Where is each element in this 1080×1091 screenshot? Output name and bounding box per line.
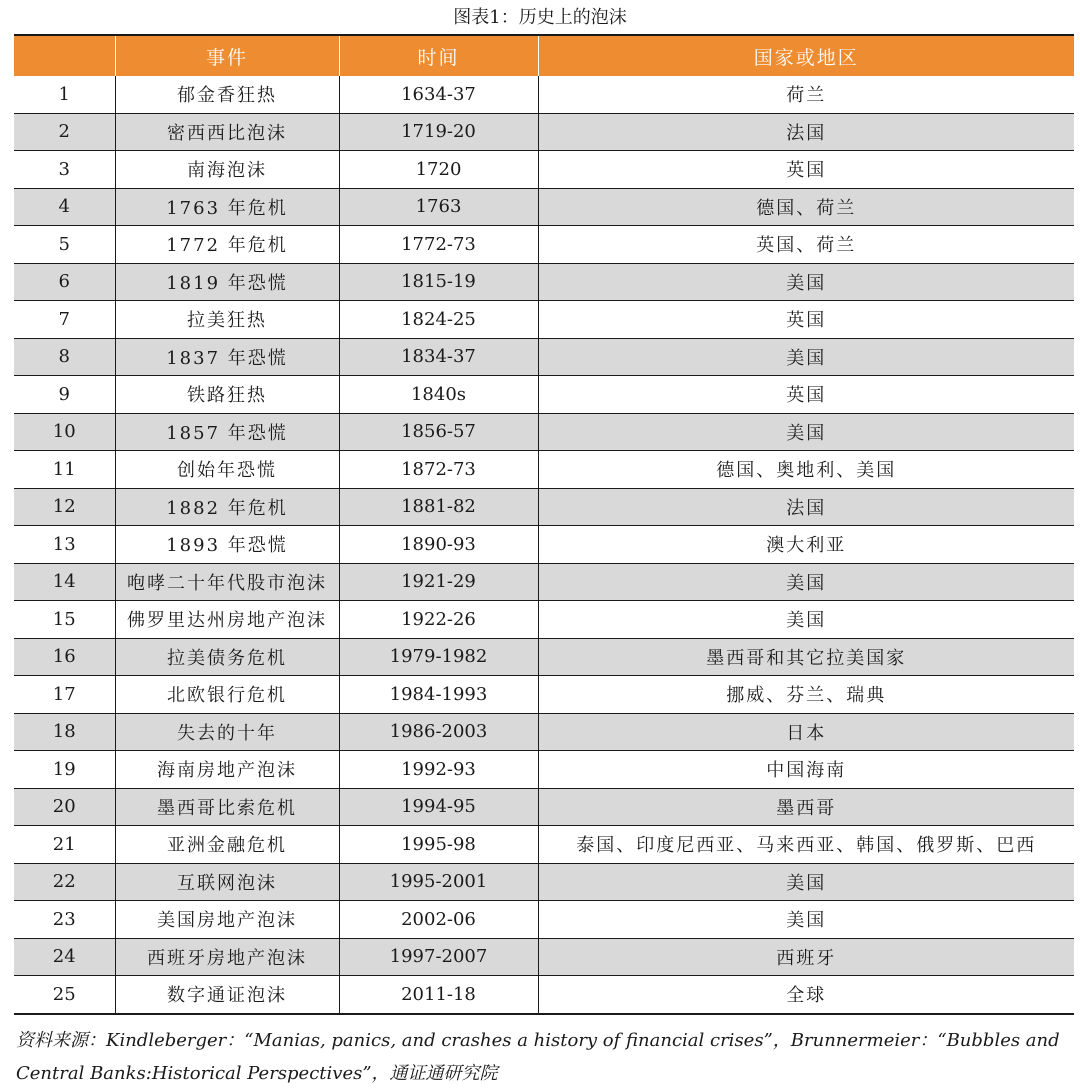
table-row bbox=[14, 788, 1074, 826]
time-cell: 1856-57 bbox=[339, 413, 538, 451]
time-cell: 1881-82 bbox=[339, 488, 538, 526]
row-number: 8 bbox=[14, 338, 115, 376]
region-cell: 英国、荷兰 bbox=[538, 226, 1074, 264]
region-cell: 法国 bbox=[538, 488, 1074, 526]
table-row bbox=[14, 826, 1074, 864]
region-cell: 澳大利亚 bbox=[538, 526, 1074, 564]
time-cell: 1922-26 bbox=[339, 601, 538, 639]
header-row bbox=[14, 35, 1074, 76]
time-cell: 1834-37 bbox=[339, 338, 538, 376]
event-cell: 1819 年恐慌 bbox=[115, 263, 339, 301]
event-cell: 1882 年危机 bbox=[115, 488, 339, 526]
table-row bbox=[14, 226, 1074, 264]
time-cell: 1995-2001 bbox=[339, 863, 538, 901]
region-cell: 英国 bbox=[538, 151, 1074, 189]
time-cell: 2011-18 bbox=[339, 976, 538, 1014]
event-cell: 南海泡沫 bbox=[115, 151, 339, 189]
row-number: 2 bbox=[14, 113, 115, 151]
event-cell: 美国房地产泡沫 bbox=[115, 901, 339, 939]
bubbles-table bbox=[14, 34, 1074, 1015]
table-row bbox=[14, 563, 1074, 601]
table-row bbox=[14, 938, 1074, 976]
table-row bbox=[14, 638, 1074, 676]
table-row bbox=[14, 976, 1074, 1014]
event-cell: 郁金香狂热 bbox=[115, 76, 339, 113]
time-cell: 1979-1982 bbox=[339, 638, 538, 676]
row-number: 17 bbox=[14, 676, 115, 714]
table-row bbox=[14, 676, 1074, 714]
region-cell: 德国、奥地利、美国 bbox=[538, 451, 1074, 489]
table-row bbox=[14, 751, 1074, 789]
event-cell: 北欧银行危机 bbox=[115, 676, 339, 714]
region-cell: 墨西哥和其它拉美国家 bbox=[538, 638, 1074, 676]
time-cell: 1872-73 bbox=[339, 451, 538, 489]
table-row bbox=[14, 113, 1074, 151]
time-cell: 1634-37 bbox=[339, 76, 538, 113]
event-cell: 1893 年恐慌 bbox=[115, 526, 339, 564]
table-row bbox=[14, 863, 1074, 901]
header-time: 时间 bbox=[339, 35, 538, 76]
event-cell: 密西西比泡沫 bbox=[115, 113, 339, 151]
region-cell: 荷兰 bbox=[538, 76, 1074, 113]
region-cell: 英国 bbox=[538, 376, 1074, 414]
region-cell: 英国 bbox=[538, 301, 1074, 339]
event-cell: 1837 年恐慌 bbox=[115, 338, 339, 376]
table-row bbox=[14, 301, 1074, 339]
table-caption: 图表1：历史上的泡沫 bbox=[453, 7, 627, 28]
time-cell: 1824-25 bbox=[339, 301, 538, 339]
event-cell: 失去的十年 bbox=[115, 713, 339, 751]
table-row bbox=[14, 413, 1074, 451]
region-cell: 美国 bbox=[538, 563, 1074, 601]
row-number: 6 bbox=[14, 263, 115, 301]
row-number: 15 bbox=[14, 601, 115, 639]
event-cell: 数字通证泡沫 bbox=[115, 976, 339, 1014]
row-number: 11 bbox=[14, 451, 115, 489]
time-cell: 1815-19 bbox=[339, 263, 538, 301]
event-cell: 佛罗里达州房地产泡沫 bbox=[115, 601, 339, 639]
time-cell: 1890-93 bbox=[339, 526, 538, 564]
table-body bbox=[14, 76, 1074, 1014]
row-number: 25 bbox=[52, 983, 76, 1005]
row-number: 21 bbox=[14, 826, 115, 864]
region-cell: 德国、荷兰 bbox=[538, 188, 1074, 226]
row-number: 4 bbox=[14, 188, 115, 226]
time-cell: 1994-95 bbox=[339, 788, 538, 826]
table-row bbox=[14, 338, 1074, 376]
event-cell: 1772 年危机 bbox=[115, 226, 339, 264]
time-cell: 1986-2003 bbox=[339, 713, 538, 751]
region-cell: 日本 bbox=[538, 713, 1074, 751]
row-number: 9 bbox=[14, 376, 115, 414]
row-number: 12 bbox=[14, 488, 115, 526]
table-row bbox=[14, 601, 1074, 639]
event-cell: 亚洲金融危机 bbox=[115, 826, 339, 864]
table-row bbox=[14, 263, 1074, 301]
table-row bbox=[14, 188, 1074, 226]
event-cell: 创始年恐慌 bbox=[115, 451, 339, 489]
row-number: 7 bbox=[14, 301, 115, 339]
time-cell: 1720 bbox=[339, 151, 538, 189]
region-cell: 美国 bbox=[538, 263, 1074, 301]
row-number: 5 bbox=[14, 226, 115, 264]
event-cell: 1763 年危机 bbox=[115, 188, 339, 226]
event-cell: 铁路狂热 bbox=[115, 376, 339, 414]
region-cell: 墨西哥 bbox=[538, 788, 1074, 826]
region-cell: 全球 bbox=[538, 976, 1074, 1014]
row-number: 19 bbox=[14, 751, 115, 789]
time-cell: 1772-73 bbox=[339, 226, 538, 264]
event-cell: 1857 年恐慌 bbox=[115, 413, 339, 451]
row-number: 1 bbox=[14, 76, 115, 113]
row-number: 20 bbox=[14, 788, 115, 826]
time-cell: 1840s bbox=[339, 376, 538, 414]
region-cell: 泰国、印度尼西亚、马来西亚、韩国、俄罗斯、巴西 bbox=[538, 826, 1074, 864]
time-cell: 1992-93 bbox=[339, 751, 538, 789]
event-cell: 西班牙房地产泡沫 bbox=[115, 938, 339, 976]
row-number: 13 bbox=[14, 526, 115, 564]
table-row bbox=[14, 526, 1074, 564]
region-cell: 法国 bbox=[538, 113, 1074, 151]
table-row bbox=[14, 376, 1074, 414]
time-cell: 2002-06 bbox=[339, 901, 538, 939]
event-cell: 拉美债务危机 bbox=[115, 638, 339, 676]
table-row bbox=[14, 451, 1074, 489]
event-cell: 互联网泡沫 bbox=[115, 863, 339, 901]
time-cell: 1719-20 bbox=[339, 113, 538, 151]
table-row bbox=[14, 713, 1074, 751]
event-cell: 拉美狂热 bbox=[115, 301, 339, 339]
region-cell: 中国海南 bbox=[538, 751, 1074, 789]
header-region: 国家或地区 bbox=[538, 35, 1074, 76]
row-number: 18 bbox=[14, 713, 115, 751]
row-number: 23 bbox=[14, 901, 115, 939]
table-row bbox=[14, 488, 1074, 526]
event-cell: 墨西哥比索危机 bbox=[115, 788, 339, 826]
table-row bbox=[14, 151, 1074, 189]
region-cell: 美国 bbox=[538, 413, 1074, 451]
region-cell: 美国 bbox=[538, 901, 1074, 939]
time-cell: 1995-98 bbox=[339, 826, 538, 864]
region-cell: 挪威、芬兰、瑞典 bbox=[538, 676, 1074, 714]
table-row bbox=[14, 901, 1074, 939]
region-cell: 美国 bbox=[538, 338, 1074, 376]
region-cell: 美国 bbox=[538, 601, 1074, 639]
event-cell: 咆哮二十年代股市泡沫 bbox=[115, 563, 339, 601]
row-number: 16 bbox=[14, 638, 115, 676]
header-event: 事件 bbox=[115, 35, 339, 76]
table-row bbox=[14, 76, 1074, 113]
row-number: 3 bbox=[14, 151, 115, 189]
header-number bbox=[14, 35, 115, 76]
row-number: 22 bbox=[14, 863, 115, 901]
row-number: 14 bbox=[14, 563, 115, 601]
region-cell: 西班牙 bbox=[538, 938, 1074, 976]
event-cell: 海南房地产泡沫 bbox=[115, 751, 339, 789]
source-note: 资料来源：Kindleberger：“Manias, panics, and crashes a history of financial crises”，Brunnermeier：“Bubbles and Central Banks:Historical Perspectives”，通证通研究院 bbox=[16, 1030, 1060, 1084]
time-cell: 1921-29 bbox=[339, 563, 538, 601]
row-number: 24 bbox=[14, 938, 115, 976]
row-number: 10 bbox=[14, 413, 115, 451]
time-cell: 1984-1993 bbox=[339, 676, 538, 714]
region-cell: 美国 bbox=[538, 863, 1074, 901]
time-cell: 1997-2007 bbox=[339, 938, 538, 976]
time-cell: 1763 bbox=[339, 188, 538, 226]
